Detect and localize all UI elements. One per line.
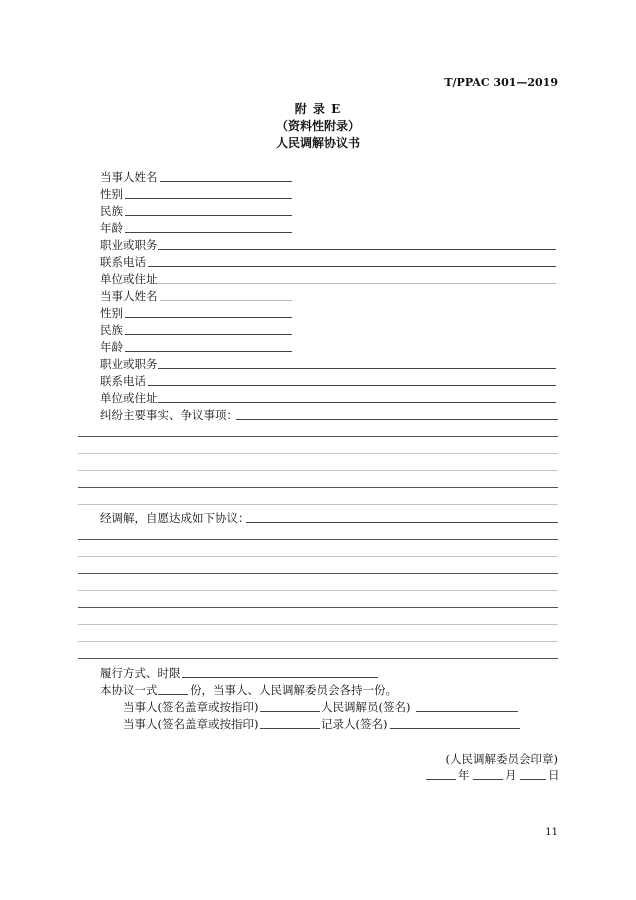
dispute-line[interactable] — [78, 470, 558, 471]
party1-occupation-line[interactable] — [158, 249, 556, 250]
year-label: 年 — [458, 768, 470, 782]
party2-occupation-label: 职业或职务 — [100, 357, 158, 371]
document-code: T/PPAC 301—2019 — [444, 76, 558, 89]
seal-label: (人民调解委员会印章) — [445, 752, 558, 766]
agreement-line[interactable] — [78, 556, 558, 557]
dispute-line[interactable] — [78, 504, 558, 505]
recorder-sign-line[interactable] — [390, 728, 520, 729]
agreement-line[interactable] — [78, 590, 558, 591]
party1-age-label: 年龄 — [100, 221, 123, 235]
recorder-sign-label: 记录人(签名) — [321, 717, 388, 731]
party1-ethnicity-label: 民族 — [100, 204, 123, 218]
document-title: 人民调解协议书 — [275, 136, 360, 150]
party2-gender-label: 性别 — [100, 306, 123, 320]
party-sign-line-2[interactable] — [260, 728, 320, 729]
agreement-line[interactable] — [78, 641, 558, 642]
agreement-line[interactable] — [78, 539, 558, 540]
party2-address-line[interactable] — [158, 402, 556, 403]
agreement-label: 经调解，自愿达成如下协议： — [100, 511, 250, 525]
party2-age-line[interactable] — [125, 351, 292, 352]
party2-phone-label: 联系电话 — [100, 374, 146, 388]
dispute-label: 纠纷主要事实、争议事项： — [100, 408, 238, 422]
dispute-line[interactable] — [78, 453, 558, 454]
mediator-sign-label: 人民调解员(签名) — [321, 700, 411, 714]
party1-age-line[interactable] — [125, 232, 292, 233]
appendix-subtitle: （资料性附录） — [275, 119, 360, 133]
party1-address-label: 单位或住址 — [100, 272, 158, 286]
party1-name-line[interactable] — [160, 181, 292, 182]
party1-gender-line[interactable] — [125, 198, 292, 199]
month-line[interactable] — [473, 779, 503, 780]
mediator-sign-line[interactable] — [416, 711, 518, 712]
day-line[interactable] — [520, 779, 546, 780]
party1-gender-label: 性别 — [100, 187, 123, 201]
party2-gender-line[interactable] — [125, 317, 292, 318]
year-line[interactable] — [426, 779, 456, 780]
page-number: 11 — [545, 827, 558, 838]
agreement-line[interactable] — [78, 573, 558, 574]
party2-ethnicity-label: 民族 — [100, 323, 123, 337]
party2-name-label: 当事人姓名 — [100, 289, 158, 303]
agreement-line[interactable] — [78, 607, 558, 608]
copies-count-line[interactable] — [158, 694, 188, 695]
agreement-line[interactable] — [78, 624, 558, 625]
month-label: 月 — [505, 768, 517, 782]
dispute-first-line[interactable] — [236, 419, 558, 420]
party1-phone-line[interactable] — [148, 266, 556, 267]
agreement-first-line[interactable] — [246, 522, 558, 523]
party2-ethnicity-line[interactable] — [125, 334, 292, 335]
party1-ethnicity-line[interactable] — [125, 215, 292, 216]
agreement-line[interactable] — [78, 658, 558, 659]
copies-suffix: 份，当事人、人民调解委员会各持一份。 — [190, 683, 397, 697]
party2-address-label: 单位或住址 — [100, 391, 158, 405]
party1-address-line[interactable] — [158, 283, 556, 284]
party2-phone-line[interactable] — [148, 385, 556, 386]
appendix-title: 附 录 E — [294, 102, 342, 116]
performance-label: 履行方式、时限 — [100, 666, 181, 680]
performance-line[interactable] — [182, 677, 378, 678]
party-sign-line-1[interactable] — [260, 711, 320, 712]
party2-occupation-line[interactable] — [158, 368, 556, 369]
party1-occupation-label: 职业或职务 — [100, 238, 158, 252]
party-sign-label-1: 当事人(签名盖章或按指印) — [123, 700, 259, 714]
party1-phone-label: 联系电话 — [100, 255, 146, 269]
party2-name-line[interactable] — [160, 300, 292, 301]
dispute-line[interactable] — [78, 487, 558, 488]
dispute-line[interactable] — [78, 436, 558, 437]
party-sign-label-2: 当事人(签名盖章或按指印) — [123, 717, 259, 731]
day-label: 日 — [548, 768, 560, 782]
party1-name-label: 当事人姓名 — [100, 170, 158, 184]
copies-prefix: 本协议一式 — [100, 683, 158, 697]
party2-age-label: 年龄 — [100, 340, 123, 354]
